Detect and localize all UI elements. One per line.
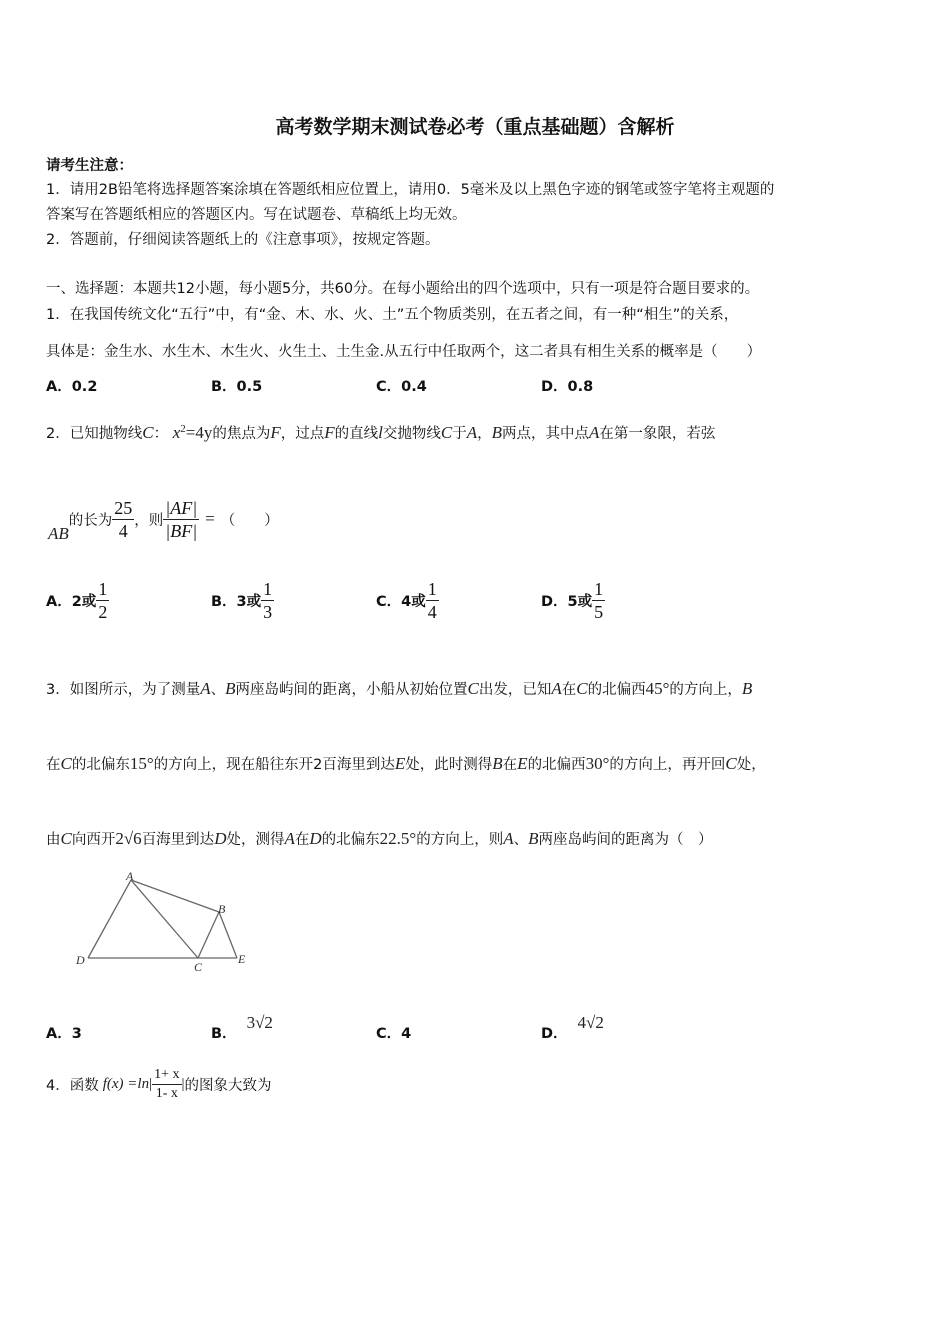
figure-label-A: A [126,869,134,883]
question-3-text [46,828,712,849]
q1-option-c: C．0.4 [376,379,427,395]
math-l: l [378,423,383,442]
option-fraction [426,578,439,623]
option-label: C．4 [376,1026,412,1042]
frac-num: 1 [263,579,273,599]
option-label: A．3 [46,1026,82,1042]
option-label: A．2或 [46,594,97,610]
q3-text: 处，测得 [226,832,285,848]
q3-text: 的方向上，现在船往东开2百海里到达 [153,757,395,773]
math-C: C [576,679,588,698]
q2-text: ， [477,426,492,442]
notice-line: 答案写在答题纸相应的答题区内。写在试题卷、草稿纸上均无效。 [46,207,467,223]
frac-num: 25 [114,497,133,518]
fraction-25-4 [112,497,134,542]
math-B: B [741,679,753,698]
page-title: 高考数学期末测试卷必考（重点基础题）含解析 [275,116,675,138]
q3-text: 的北偏东 [321,832,380,848]
q4-text: 4．函数 [46,1078,99,1094]
question-4-text [46,1066,272,1103]
math-function: f(x) =ln [102,1076,150,1092]
q3-option-a [46,1022,82,1043]
fraction-af-bf [163,497,199,542]
q3-text: 的方向上，再开回 [609,757,726,773]
math-E: E [394,754,406,773]
math-C: C [142,423,154,442]
question-3-text [46,753,766,774]
question-2-text-2 [48,494,279,544]
q2-text: 在第一象限，若弦 [599,426,716,442]
abs-bar: | [181,1076,185,1092]
math-distance: 2√6 [115,829,142,848]
option-math: 4√2 [577,1013,604,1032]
abs-bar: | [149,1076,153,1092]
notice-line: 1．请用2B铅笔将选择题答案涂填在答题纸相应位置上，请用0．5毫米及以上黑色字迹的钢笔或签字笔将主观题的 [46,182,775,198]
math-C: C [60,829,72,848]
math-C: C [725,754,737,773]
frac-den: 3 [263,602,273,622]
math-A: A [503,829,514,848]
math-A: A [200,679,211,698]
q3-text: 两座岛屿间的距离为（ ） [538,832,713,848]
option-math: 3√2 [246,1013,273,1032]
math-C: C [467,679,479,698]
segment-BC [198,912,219,958]
option-fraction [261,578,274,623]
q3-text: 处， [736,757,766,773]
q2-text: 的长为 [68,512,113,529]
q3-text: 向西开 [71,832,116,848]
q3-option-c [376,1022,411,1043]
q2-option-b [211,578,274,623]
math-E: E [517,754,528,773]
q3-option-d [541,1012,604,1042]
math-x: x [172,423,181,442]
q4-fraction [152,1066,181,1103]
math-C: C [440,423,453,442]
q3-text: 的北偏东 [71,757,130,773]
question-2-text [46,422,715,443]
math-A: A [588,423,600,442]
figure-label-B: B [218,902,226,916]
frac-num: 1 [594,579,604,599]
option-fraction [96,578,109,623]
math-A: A [466,423,478,442]
figure-label-E: E [238,952,246,966]
segment-BE [219,912,237,958]
q3-text: 、 [513,832,529,848]
math-F: F [270,423,281,442]
q3-text: 3．如图所示，为了测量 [46,682,201,698]
q2-text: 的直线 [334,426,379,442]
option-label: D．5或 [541,594,593,610]
q2-text: 的焦点为 [212,426,271,442]
math-F: F [324,423,335,442]
notice-heading: 请考生注意： [46,158,133,174]
frac-den: |BF| [165,520,198,541]
math-A: A [551,679,562,698]
q3-option-b [211,1012,273,1042]
q2-text: 交抛物线 [382,426,441,442]
q1-option-b: B．0.5 [211,379,263,395]
q2-text: ，则 [134,512,164,529]
frac-num: 1+ x [152,1066,181,1085]
q3-text: 百海里到达 [141,832,215,848]
q3-text: 的北偏西 [527,757,586,773]
q2-text: ： [153,426,169,442]
question-3-text [46,678,752,699]
q3-text: 两座岛屿间的距离，小船从初始位置 [235,682,468,698]
option-label: B．3或 [211,594,262,610]
q2-text: （ ） [220,512,279,529]
math-D: D [214,829,227,848]
q4-text: 的图象大致为 [184,1078,272,1094]
frac-den: 2 [98,602,108,622]
question-1-text: 1．在我国传统文化“五行”中，有“金、木、水、火、土”五个物质类别，在五者之间，有一种“相生”的关系， [46,307,739,323]
math-B: B [225,679,236,698]
figure-label-C: C [194,960,203,974]
frac-num: 1 [98,579,108,599]
q3-text: 的方向上，则 [416,832,504,848]
option-label: B． [211,1026,237,1042]
frac-den: 4 [427,602,437,622]
frac-num: 1 [427,579,437,599]
math-exponent: 2 [180,423,186,436]
frac-den: 1- x [155,1086,178,1101]
question-1-text: 具体是：金生水、水生木、木生火、火生土、土生金.从五行中任取两个，这二者具有相生关系的概率是（ ） [46,344,762,360]
math-angle: 15° [129,754,154,773]
q3-text: 、 [210,682,226,698]
q3-text: 出发，已知 [478,682,552,698]
frac-den: 4 [118,520,128,541]
math-B: B [528,829,539,848]
q3-geometry-figure [70,868,260,978]
option-label: D． [541,1026,568,1042]
q3-text: 在 [46,757,61,773]
q3-text: 在 [502,757,518,773]
math-eq: =4y [185,423,213,442]
section-heading: 一、选择题：本题共12小题，每小题5分，共60分。在每小题给出的四个选项中，只有一项是符合题目要求的。 [46,281,760,297]
q3-text: 处，此时测得 [405,757,493,773]
math-B: B [492,754,503,773]
q3-text: 在 [294,832,310,848]
q3-text: 的方向上， [669,682,742,698]
q2-option-c [376,578,439,623]
q2-option-d [541,578,605,623]
math-A: A [284,829,295,848]
option-fraction [592,578,605,623]
math-eq: = [205,509,215,528]
q3-text: 在 [561,682,577,698]
q2-text: 2．已知抛物线 [46,426,143,442]
math-D: D [309,829,322,848]
q2-option-a [46,578,109,623]
q2-text: 于 [452,426,467,442]
frac-num: |AF| [165,497,198,518]
q1-option-d: D．0.8 [541,379,594,395]
segment-DA [88,880,131,958]
math-AB: AB [48,524,69,543]
q3-text: 由 [46,832,61,848]
frac-den: 5 [594,602,604,622]
option-label: C．4或 [376,594,426,610]
q3-text: 的北偏西 [587,682,646,698]
q2-text: 两点，其中点 [501,426,589,442]
q1-option-a: A．0.2 [46,379,98,395]
math-angle: 45° [645,679,670,698]
figure-label-D: D [76,953,85,967]
math-B: B [491,423,502,442]
math-C: C [60,754,72,773]
q2-text: ，过点 [280,426,325,442]
math-angle: 30° [585,754,610,773]
math-angle: 22.5° [379,829,417,848]
notice-line: 2．答题前，仔细阅读答题纸上的《注意事项》，按规定答题。 [46,232,440,248]
